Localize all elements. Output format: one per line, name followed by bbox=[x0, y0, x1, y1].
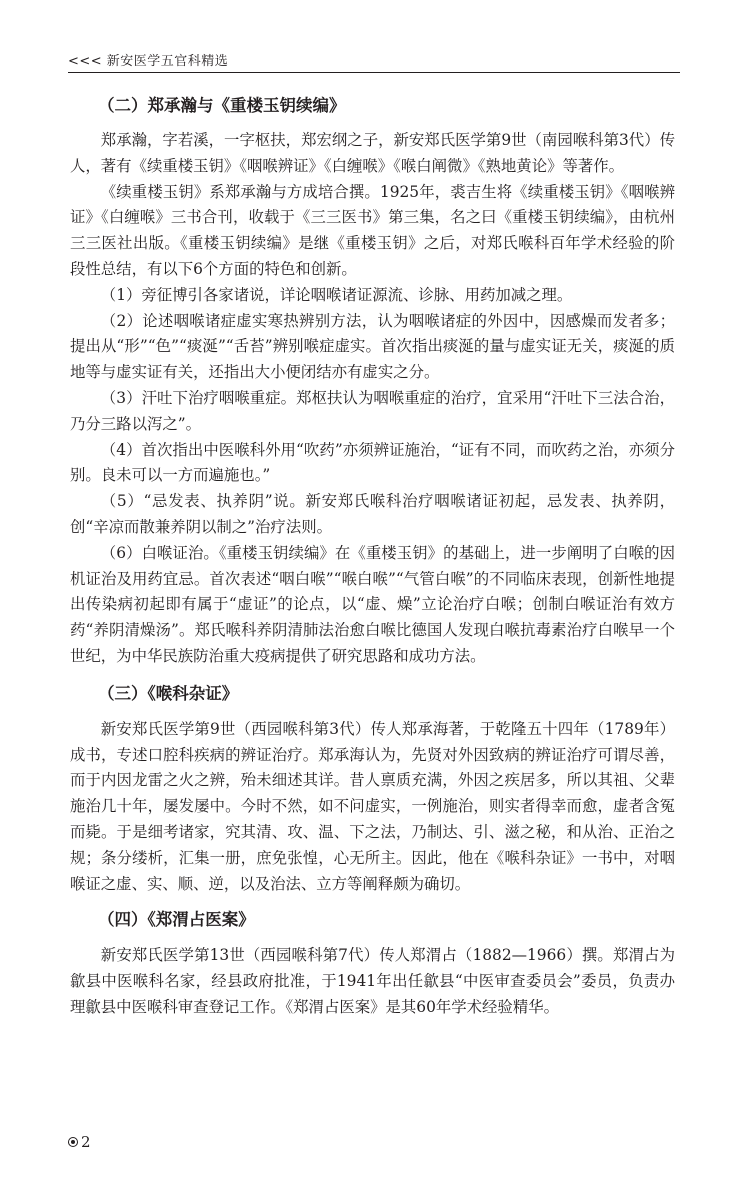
page-body bbox=[70, 92, 675, 1021]
header-rule bbox=[68, 72, 680, 73]
section-heading: （四）《郑渭占医案》 bbox=[98, 910, 255, 930]
list-item: （2）论述咽喉诸症虚实寒热辨别方法，认为咽喉诸症的外因中，因感燥而发者多；提出从“形”“色”“痰涎”“舌苔”辨别喉症虚实。首次指出痰涎的量与虚实证无关，痰涎的质地等与虚实证有关，还指出大小便闭结亦有虚实之分。 bbox=[70, 311, 675, 382]
list-item: （1）旁征博引各家诸说，详论咽喉诸证源流、诊脉、用药加减之理。 bbox=[100, 285, 573, 304]
page-number: 2 bbox=[81, 1133, 91, 1151]
paragraph: 新安郑氏医学第13世（西园喉科第7代）传人郑渭占（1882—1966）撰。郑渭占为歙县中医喉科名家，经县政府批准，于1941年出任歙县“中医审查委员会”委员，负责办理歙县中医喉科审查登记工作。《郑渭占医案》是其60年学术经验精华。 bbox=[70, 946, 675, 1016]
list-item: （5）“忌发表、执养阴”说。新安郑氏喉科治疗咽喉诸证初起，忌发表、执养阴，创“辛凉而散兼养阴以制之”治疗法则。 bbox=[70, 492, 675, 536]
paragraph: 《续重楼玉钥》系郑承瀚与方成培合撰。1925年，裘吉生将《续重楼玉钥》《咽喉辨证》《白缠喉》三书合刊，收载于《三三医书》第三集，名之曰《重楼玉钥续编》，由杭州三三医社出版。《重楼玉钥续编》是继《重楼玉钥》之后，对郑氏喉科百年学术经验的阶段性总结，有以下6个方面的特色和创新。 bbox=[70, 182, 675, 278]
running-header: <<< 新安医学五官科精选 bbox=[68, 54, 229, 69]
circle-dot-icon bbox=[68, 1137, 78, 1147]
paragraph: 新安郑氏医学第9世（西园喉科第3代）传人郑承海著，于乾隆五十四年（1789年）成书，专述口腔科疾病的辨证治疗。郑承海认为，先贤对外因致病的辨证治疗可谓尽善，而于内因龙雷之火之辨，殆未细述其详。昔人禀质充满，外因之疾居多，所以其祖、父辈施治几十年，屡发屡中。今时不然，如不问虚实，一例施治，则实者得幸而愈，虚者含冤而毙。于是细考诸家，究其清、攻、温、下之法，乃制达、引、滋之秘，和从治、正治之规；条分缕析，汇集一册，庶免张惶，心无所主。因此，他在《喉科杂证》一书中，对咽喉证之虚、实、顺、逆，以及治法、立方等阐释颇为确切。 bbox=[70, 719, 675, 893]
paragraph: 郑承瀚，字若溪，一字枢扶，郑宏纲之子，新安郑氏医学第9世（南园喉科第3代）传人，著有《续重楼玉钥》《咽喉辨证》《白缠喉》《喉白阐微》《熟地黄论》等著作。 bbox=[70, 131, 675, 175]
section-heading: （二）郑承瀚与《重楼玉钥续编》 bbox=[98, 96, 346, 115]
page-footer bbox=[68, 1133, 91, 1151]
list-item: （4）首次指出中医喉科外用“吹药”亦须辨证施治，“证有不同，而吹药之治，亦须分别。良未可以一方而遍施也。” bbox=[70, 440, 675, 485]
list-item: （6）白喉证治。《重楼玉钥续编》在《重楼玉钥》的基础上，进一步阐明了白喉的因机证治及用药宜忌。首次表述“咽白喉”“喉白喉”“气管白喉”的不同临床表现，创新性地提出传染病初起即有属于“虚证”的论点，以“虚、燥”立论治疗白喉；创制白喉证治有效方药“养阴清燥汤”。郑氏喉科养阴清肺法治愈白喉比德国人发现白喉抗毒素治疗白喉早一个世纪，为中华民族防治重大疫病提供了研究思路和成功方法。 bbox=[70, 543, 675, 665]
section-heading: （三）《喉科杂证》 bbox=[98, 683, 239, 703]
list-item: （3）汗吐下治疗咽喉重症。郑枢扶认为咽喉重症的治疗，宜采用“汗吐下三法合治，乃分三路以泻之”。 bbox=[70, 388, 675, 433]
